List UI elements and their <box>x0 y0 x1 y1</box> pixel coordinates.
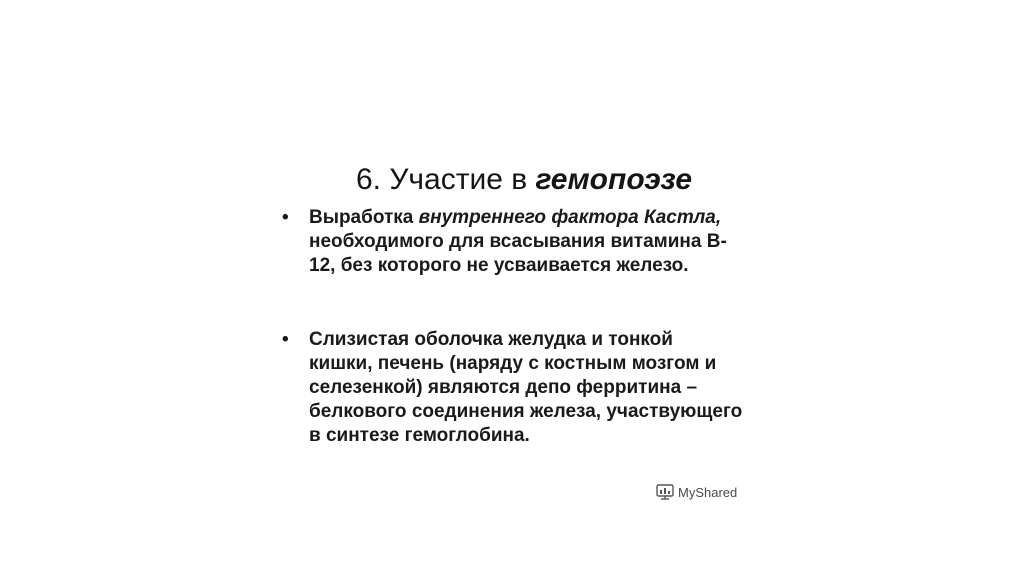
bullet-text: Выработка <box>309 207 419 228</box>
bullet-line: селезенкой) являются депо ферритина – <box>309 377 698 398</box>
title-prefix: 6. Участие в <box>356 163 536 196</box>
bullet-line: в синтезе гемоглобина. <box>309 425 530 446</box>
bullet-line: белкового соединения железа, участвующего <box>309 401 743 422</box>
slide-title <box>356 160 692 200</box>
title-emphasis: гемопоэзе <box>535 163 693 196</box>
bullet-item <box>282 328 762 448</box>
watermark-text: MyShared <box>678 484 738 500</box>
myshared-watermark <box>656 484 737 500</box>
bullet-marker: • <box>282 329 289 350</box>
bullet-marker: • <box>282 207 289 228</box>
bullet-item <box>282 206 762 278</box>
bullet-line: 12, без которого не усваивается железо. <box>309 255 689 276</box>
bullet-line: необходимого для всасывания витамина В- <box>309 231 727 252</box>
bullet-line: кишки, печень (наряду с костным мозгом и <box>309 353 717 374</box>
bullet-line: Слизистая оболочка желудка и тонкой <box>309 329 673 350</box>
bullet-line <box>309 206 762 230</box>
bullet-emphasis: внутреннего фактора Кастла, <box>418 207 722 228</box>
bullet-list <box>282 206 762 448</box>
myshared-logo-icon <box>656 484 674 500</box>
